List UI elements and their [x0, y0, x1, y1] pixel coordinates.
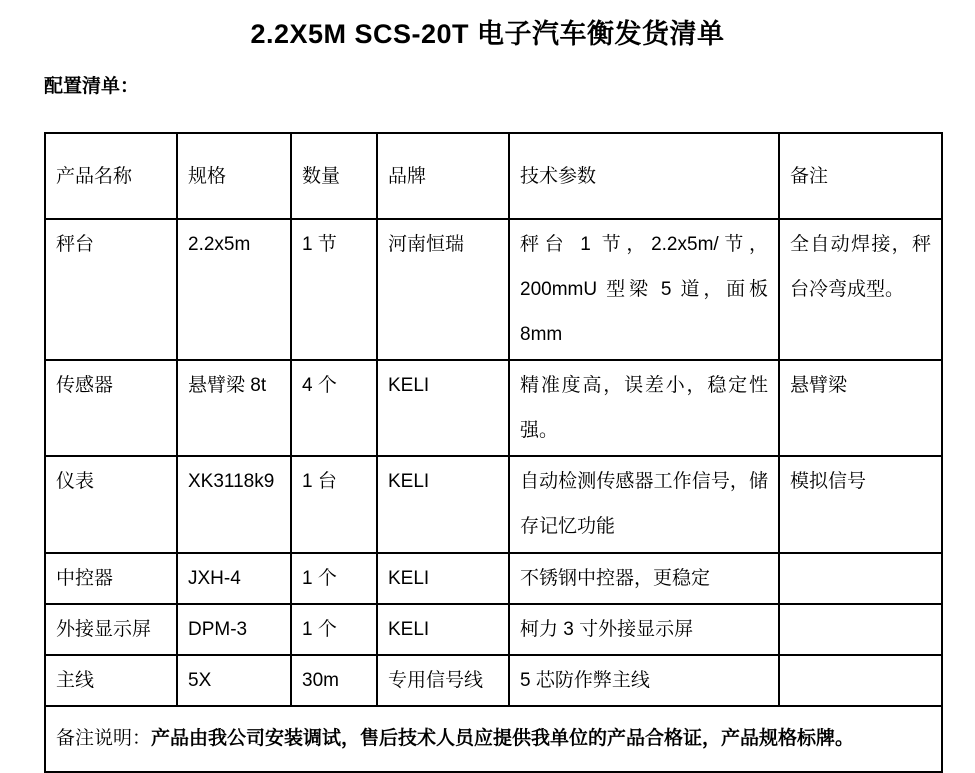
product-name-cell: 中控器 [45, 553, 177, 604]
table-header-row [45, 133, 942, 219]
product-name-cell: 传感器 [45, 360, 177, 456]
col-header-product-name: 产品名称 [45, 133, 177, 219]
spec-cell: DPM-3 [177, 604, 291, 655]
remark-cell [779, 553, 942, 604]
col-header-params: 技术参数 [509, 133, 779, 219]
product-name-cell: 秤台 [45, 219, 177, 360]
remark-cell: 悬臂梁 [779, 360, 942, 456]
qty-cell: 1 节 [291, 219, 377, 360]
qty-cell: 1 个 [291, 553, 377, 604]
col-header-remark: 备注 [779, 133, 942, 219]
config-table [44, 132, 943, 773]
params-cell: 5 芯防作弊主线 [509, 655, 779, 706]
remark-cell: 全自动焊接，秤台冷弯成型。 [779, 219, 942, 360]
brand-cell: 河南恒瑞 [377, 219, 509, 360]
spec-cell: 悬臂梁 8t [177, 360, 291, 456]
footer-note-text: 产品由我公司安装调试，售后技术人员应提供我单位的产品合格证，产品规格标牌。 [151, 728, 855, 749]
table-row-indicator [45, 456, 942, 553]
brand-cell: KELI [377, 553, 509, 604]
spec-cell: JXH-4 [177, 553, 291, 604]
table-row-sensor [45, 360, 942, 456]
table-row-main-cable [45, 655, 942, 706]
table-row-external-display [45, 604, 942, 655]
spec-cell: 2.2x5m [177, 219, 291, 360]
table-footer-row [45, 706, 942, 772]
params-cell: 不锈钢中控器，更稳定 [509, 553, 779, 604]
table-row-junction-box [45, 553, 942, 604]
params-cell: 自动检测传感器工作信号，储存记忆功能 [509, 456, 779, 553]
params-cell: 精准度高，误差小，稳定性强。 [509, 360, 779, 456]
product-name-cell: 外接显示屏 [45, 604, 177, 655]
footer-note [45, 706, 942, 772]
params-cell: 秤台 1 节，2.2x5m/节，200mmU 型梁 5 道，面板 8mm [509, 219, 779, 360]
spec-cell: XK3118k9 [177, 456, 291, 553]
col-header-brand: 品牌 [377, 133, 509, 219]
footer-note-label: 备注说明： [56, 728, 152, 749]
remark-cell [779, 604, 942, 655]
page-title: 2.2X5M SCS-20T 电子汽车衡发货清单 [250, 19, 725, 49]
col-header-spec: 规格 [177, 133, 291, 219]
brand-cell: KELI [377, 604, 509, 655]
qty-cell: 4 个 [291, 360, 377, 456]
table-row-weighbridge [45, 219, 942, 360]
qty-cell: 1 台 [291, 456, 377, 553]
remark-cell [779, 655, 942, 706]
col-header-qty: 数量 [291, 133, 377, 219]
qty-cell: 30m [291, 655, 377, 706]
brand-cell: KELI [377, 456, 509, 553]
brand-cell: KELI [377, 360, 509, 456]
params-cell: 柯力 3 寸外接显示屏 [509, 604, 779, 655]
product-name-cell: 主线 [45, 655, 177, 706]
spec-cell: 5X [177, 655, 291, 706]
qty-cell: 1 个 [291, 604, 377, 655]
section-label: 配置清单： [44, 76, 140, 97]
brand-cell: 专用信号线 [377, 655, 509, 706]
remark-cell: 模拟信号 [779, 456, 942, 553]
product-name-cell: 仪表 [45, 456, 177, 553]
